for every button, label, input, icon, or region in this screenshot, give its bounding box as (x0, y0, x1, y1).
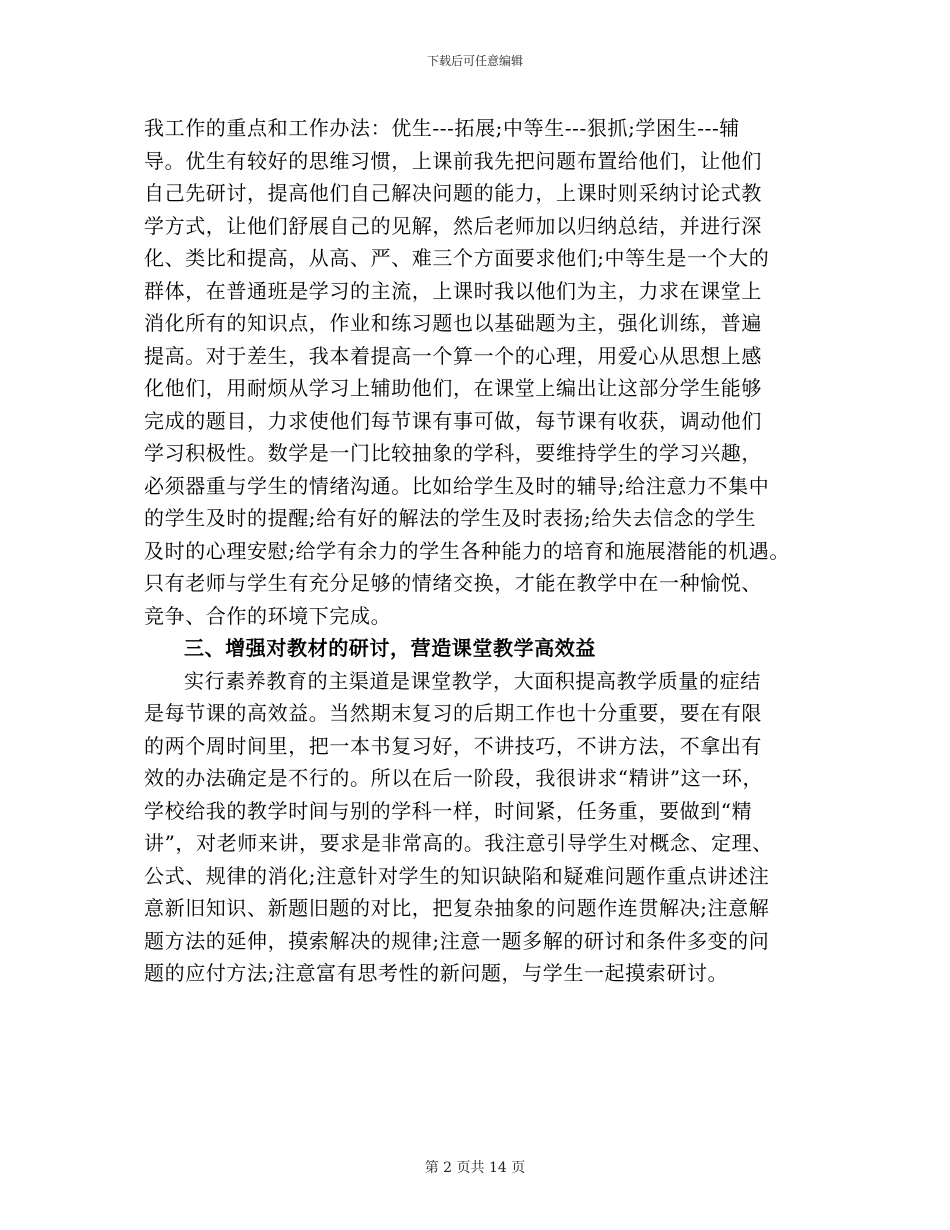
body-line: 讲”，对老师来讲，要求是非常高的。我注意引导学生对概念、定理、 (144, 831, 773, 855)
body-line: 我工作的重点和工作办法：优生---拓展;中等生---狠抓;学困生---辅 (144, 116, 740, 140)
body-line: 的两个周时间里，把一本书复习好，不讲技巧，不讲方法，不拿出有 (144, 733, 762, 758)
body-line: 效的办法确定是不行的。所以在后一阶段，我很讲求“精讲”这一环， (144, 766, 764, 790)
body-line: 群体，在普通班是学习的主流，上课时我以他们为主，力求在课堂上 (144, 278, 762, 303)
body-line: 的学生及时的提醒;给有好的解法的学生及时表扬;给失去信念的学生 (144, 506, 757, 530)
body-line: 提高。对于差生，我本着提高一个算一个的心理，用爱心从思想上感 (144, 343, 762, 368)
section-heading: 三、增强对教材的研讨，营造课堂教学高效益 (184, 636, 596, 660)
body-line: 消化所有的知识点，作业和练习题也以基础题为主，强化训练，普遍 (144, 311, 762, 335)
body-line: 必须器重与学生的情绪沟通。比如给学生及时的辅导;给注意力不集中 (144, 473, 770, 498)
body-line: 化他们，用耐烦从学习上辅助他们，在课堂上编出让这部分学生能够 (144, 376, 762, 400)
body-line: 竞争、合作的环境下完成。 (144, 603, 392, 628)
body-line: 题方法的延伸，摸索解决的规律;注意一题多解的研讨和条件多变的问 (144, 928, 770, 953)
body-line: 化、类比和提高，从高、严、难三个方面要求他们;中等生是一个大的 (144, 246, 770, 270)
paragraph-first-line: 实行素养教育的主渠道是课堂教学，大面积提高教学质量的症结 (184, 668, 761, 693)
body-line: 完成的题目，力求使他们每节课有事可做，每节课有收获，调动他们 (144, 408, 762, 433)
body-line: 只有老师与学生有充分足够的情绪交换，才能在教学中在一种愉悦、 (144, 571, 762, 595)
body-line: 学习积极性。数学是一门比较抽象的学科，要维持学生的学习兴趣， (144, 441, 762, 465)
body-line: 学方式，让他们舒展自己的见解，然后老师加以归纳总结，并进行深 (144, 213, 762, 238)
document-body (144, 112, 824, 990)
body-line: 公式、规律的消化;注意针对学生的知识缺陷和疑难问题作重点讲述注 (144, 863, 770, 888)
body-line: 及时的心理安慰;给学有余力的学生各种能力的培育和施展潜能的机遇。 (144, 538, 790, 563)
page-header: 下载后可任意编辑 (426, 54, 523, 68)
body-line: 意新旧知识、新题旧题的对比，把复杂抽象的问题作连贯解决;注意解 (144, 896, 770, 920)
body-line: 导。优生有较好的思维习惯，上课前我先把问题布置给他们，让他们 (144, 148, 762, 173)
body-line: 是每节课的高效益。当然期末复习的后期工作也十分重要，要在有限 (144, 701, 762, 725)
page-footer: 第 2 页共 14 页 (424, 1160, 526, 1176)
body-line: 自己先研讨，提高他们自己解决问题的能力，上课时则采纳讨论式教 (144, 181, 762, 205)
body-line: 题的应付方法;注意富有思考性的新问题，与学生一起摸索研讨。 (144, 961, 729, 985)
body-line: 学校给我的教学时间与别的学科一样，时间紧，任务重，要做到“精 (144, 798, 753, 823)
